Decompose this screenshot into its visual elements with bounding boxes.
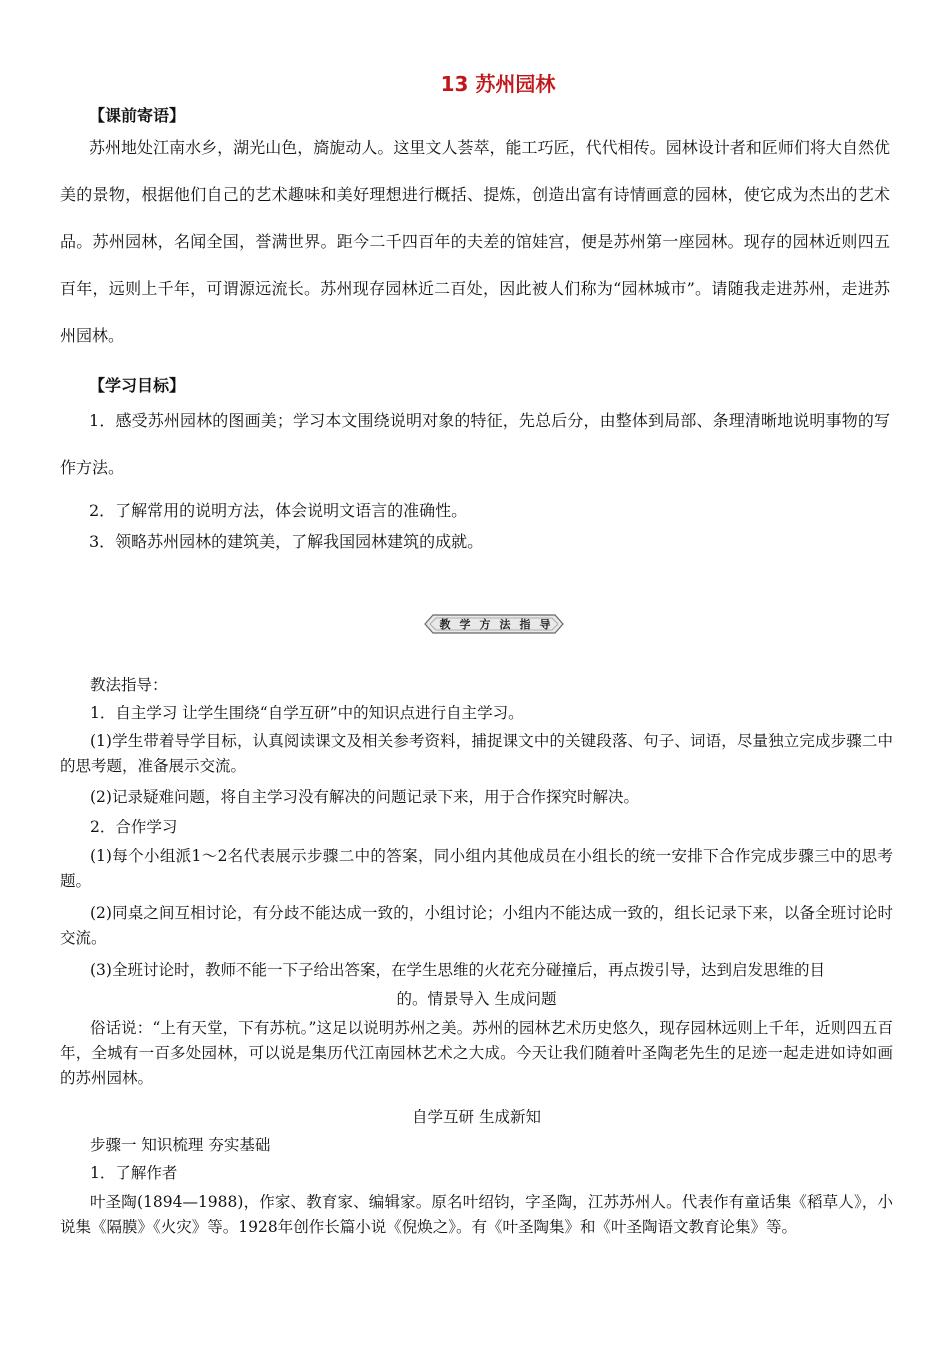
banner-char: 方 bbox=[479, 618, 491, 631]
method-line: (1)学生带着导学目标，认真阅读课文及相关参考资料，捕捉课文中的关键段落、句子、词语，尽量独立完成步骤二中的思考题，准备展示交流。 bbox=[60, 732, 893, 775]
banner-char: 导 bbox=[539, 618, 551, 631]
method-line: (1)每个小组派1～2名代表展示步骤二中的答案，同小组内其他成员在小组长的统一安排下合作完成步骤三中的思考题。 bbox=[60, 847, 893, 890]
banner-char: 指 bbox=[519, 618, 531, 631]
step-item: 1．了解作者 bbox=[90, 1164, 178, 1182]
teaching-method-banner bbox=[423, 611, 565, 637]
banner-char: 法 bbox=[499, 618, 511, 631]
preface-paragraph: 苏州地处江南水乡，湖光山色，旖旎动人。这里文人荟萃，能工巧匠，代代相传。园林设计者和匠师们将大自然优美的景物，根据他们自己的艺术趣味和美好理想进行概括、提炼，创造出富有诗情画意的园林，使它成为杰出的艺术品。苏州园林，名闻全国，誉满世界。距今二千四百年的夫差的馆娃宫，便是苏州第一座园林。现存的园林近则四五百年，远则上千年，可谓源远流长。苏州现存园林近二百处，因此被人们称为“园林城市”。请随我走进苏州，走进苏州园林。 bbox=[60, 138, 890, 345]
intro-paragraph: 俗话说：“上有天堂，下有苏杭。”这足以说明苏州之美。苏州的园林艺术历史悠久，现存园林远则上千年，近则四五百年，全城有一百多处园林，可以说是集历代江南园林艺术之大成。今天让我们随着叶圣陶老先生的足迹一起走进如诗如画的苏州园林。 bbox=[60, 1019, 893, 1087]
section-heading-centered: 的。情景导入 生成问题 bbox=[396, 990, 557, 1008]
method-line: 1．自主学习 让学生围绕“自学互研”中的知识点进行自主学习。 bbox=[90, 704, 524, 722]
method-line: (2)同桌之间互相讨论，有分歧不能达成一致的，小组讨论；小组内不能达成一致的，组长记录下来，以备全班讨论时交流。 bbox=[60, 904, 893, 947]
method-line: (3)全班讨论时，教师不能一下子给出答案，在学生思维的火花充分碰撞后，再点拨引导，达到启发思维的目 bbox=[90, 961, 825, 979]
goal-item-1: 1．感受苏州园林的图画美；学习本文围绕说明对象的特征，先总后分，由整体到局部、条理清晰地说明事物的写作方法。 bbox=[60, 411, 890, 477]
method-line: 教法指导： bbox=[90, 676, 168, 694]
section-heading-centered: 自学互研 生成新知 bbox=[412, 1108, 541, 1126]
method-line: 2．合作学习 bbox=[90, 818, 178, 836]
goals-heading: 【学习目标】 bbox=[89, 376, 186, 395]
banner-char: 教 bbox=[439, 618, 451, 631]
preface-heading: 【课前寄语】 bbox=[89, 106, 186, 125]
page-title: 13 苏州园林 bbox=[440, 72, 556, 96]
goal-item-3: 3．领略苏州园林的建筑美，了解我国园林建筑的成就。 bbox=[89, 532, 484, 551]
goal-item-2: 2．了解常用的说明方法，体会说明文语言的准确性。 bbox=[89, 501, 468, 520]
step-heading: 步骤一 知识梳理 夯实基础 bbox=[90, 1136, 271, 1154]
method-line: (2)记录疑难问题，将自主学习没有解决的问题记录下来，用于合作探究时解决。 bbox=[90, 788, 639, 806]
author-paragraph: 叶圣陶(1894—1988)，作家、教育家、编辑家。原名叶绍钧，字圣陶，江苏苏州人。代表作有童话集《稻草人》，小说集《隔膜》《火灾》等。1928年创作长篇小说《倪焕之》。有《叶圣陶集》和《叶圣陶语文教育论集》等。 bbox=[60, 1193, 893, 1236]
banner-char: 学 bbox=[459, 618, 471, 631]
